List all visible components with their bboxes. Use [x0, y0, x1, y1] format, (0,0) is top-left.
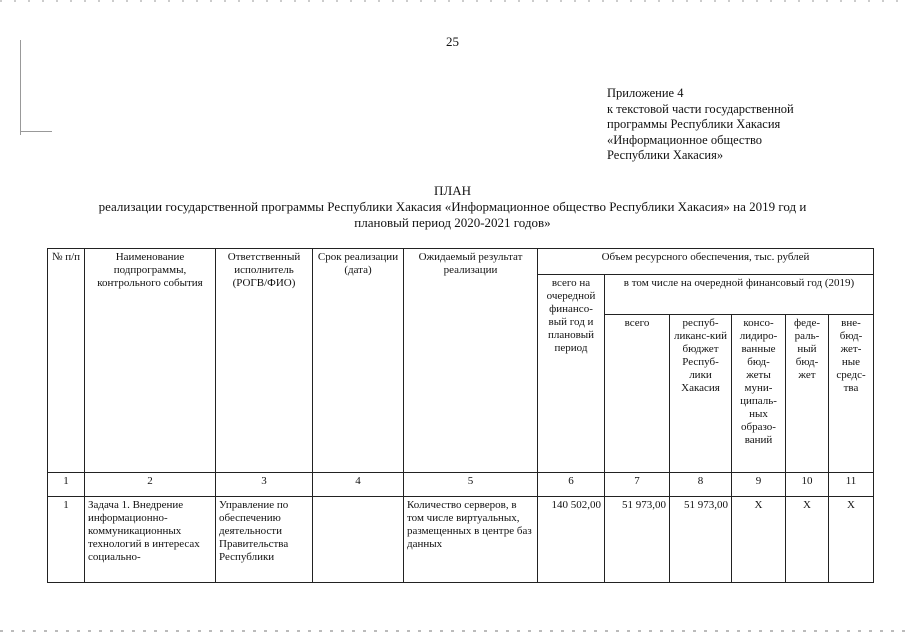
appendix-line: Приложение 4 [607, 86, 684, 100]
col-number: 6 [538, 473, 605, 497]
col-number: 9 [732, 473, 786, 497]
col-number: 10 [786, 473, 829, 497]
scan-artifact-top [0, 0, 905, 2]
col-number: 7 [605, 473, 670, 497]
col-number: 1 [48, 473, 85, 497]
row-republic: 51 973,00 [670, 497, 732, 583]
col-number: 8 [670, 473, 732, 497]
col-number: 4 [313, 473, 404, 497]
header-total: всего [605, 315, 670, 473]
header-consolidated: консо-лидиро-ванные бюд-жеты муни-ципаль-ных образо-ваний [732, 315, 786, 473]
scan-artifact-bottom [0, 630, 905, 632]
row-executor: Управление по обеспечению деятельности Правительства Республики [216, 497, 313, 583]
header-total-all: всего на очередной финансо-вый год и плановый период [538, 275, 605, 473]
row-federal: Х [786, 497, 829, 583]
row-name: Задача 1. Внедрение информационно-коммуникационных технологий в интересах социально- [85, 497, 216, 583]
col-number: 11 [829, 473, 874, 497]
header-incl: в том числе на очередной финансовый год (2019) [605, 275, 874, 315]
appendix-line: Республики Хакасия» [607, 148, 724, 162]
row-num: 1 [48, 497, 85, 583]
col-number: 3 [216, 473, 313, 497]
scan-artifact-left [20, 40, 21, 135]
header-term: Срок реализации (дата) [313, 249, 404, 473]
header-extra: вне-бюд-жет-ные средс-тва [829, 315, 874, 473]
appendix-line: «Информационное общество [607, 132, 763, 147]
scan-artifact-corner [20, 131, 52, 132]
plan-table [47, 248, 874, 583]
col-number: 2 [85, 473, 216, 497]
appendix-block [607, 86, 857, 164]
col-number: 5 [404, 473, 538, 497]
row-term [313, 497, 404, 583]
page-number: 25 [446, 34, 459, 49]
header-num: № п/п [48, 249, 85, 473]
document-title [40, 183, 865, 231]
row-consolidated: Х [732, 497, 786, 583]
header-result: Ожидаемый результат реализации [404, 249, 538, 473]
table-row [48, 497, 874, 583]
header-executor: Ответственный исполнитель (РОГВ/ФИО) [216, 249, 313, 473]
appendix-line: к текстовой части государственной [607, 101, 794, 116]
header-federal: феде-раль-ный бюд-жет [786, 315, 829, 473]
title-line-1: реализации государственной программы Республики Хакасия «Информационное общество Республики Хакасия» на 2019 год и [98, 199, 807, 214]
row-total-all: 140 502,00 [538, 497, 605, 583]
appendix-line: программы Республики Хакасия [607, 117, 781, 131]
title-heading: ПЛАН [434, 183, 471, 198]
header-volume: Объем ресурсного обеспечения, тыс. рублей [538, 249, 874, 275]
row-result: Количество серверов, в том числе виртуальных, размещенных в центре баз данных [404, 497, 538, 583]
header-republic: респуб-ликанс-кий бюджет Респуб-лики Хакасия [670, 315, 732, 473]
header-name: Наименование подпрограммы, контрольного события [85, 249, 216, 473]
row-extra: Х [829, 497, 874, 583]
row-total: 51 973,00 [605, 497, 670, 583]
title-line-2: плановый период 2020-2021 годов» [354, 215, 551, 230]
